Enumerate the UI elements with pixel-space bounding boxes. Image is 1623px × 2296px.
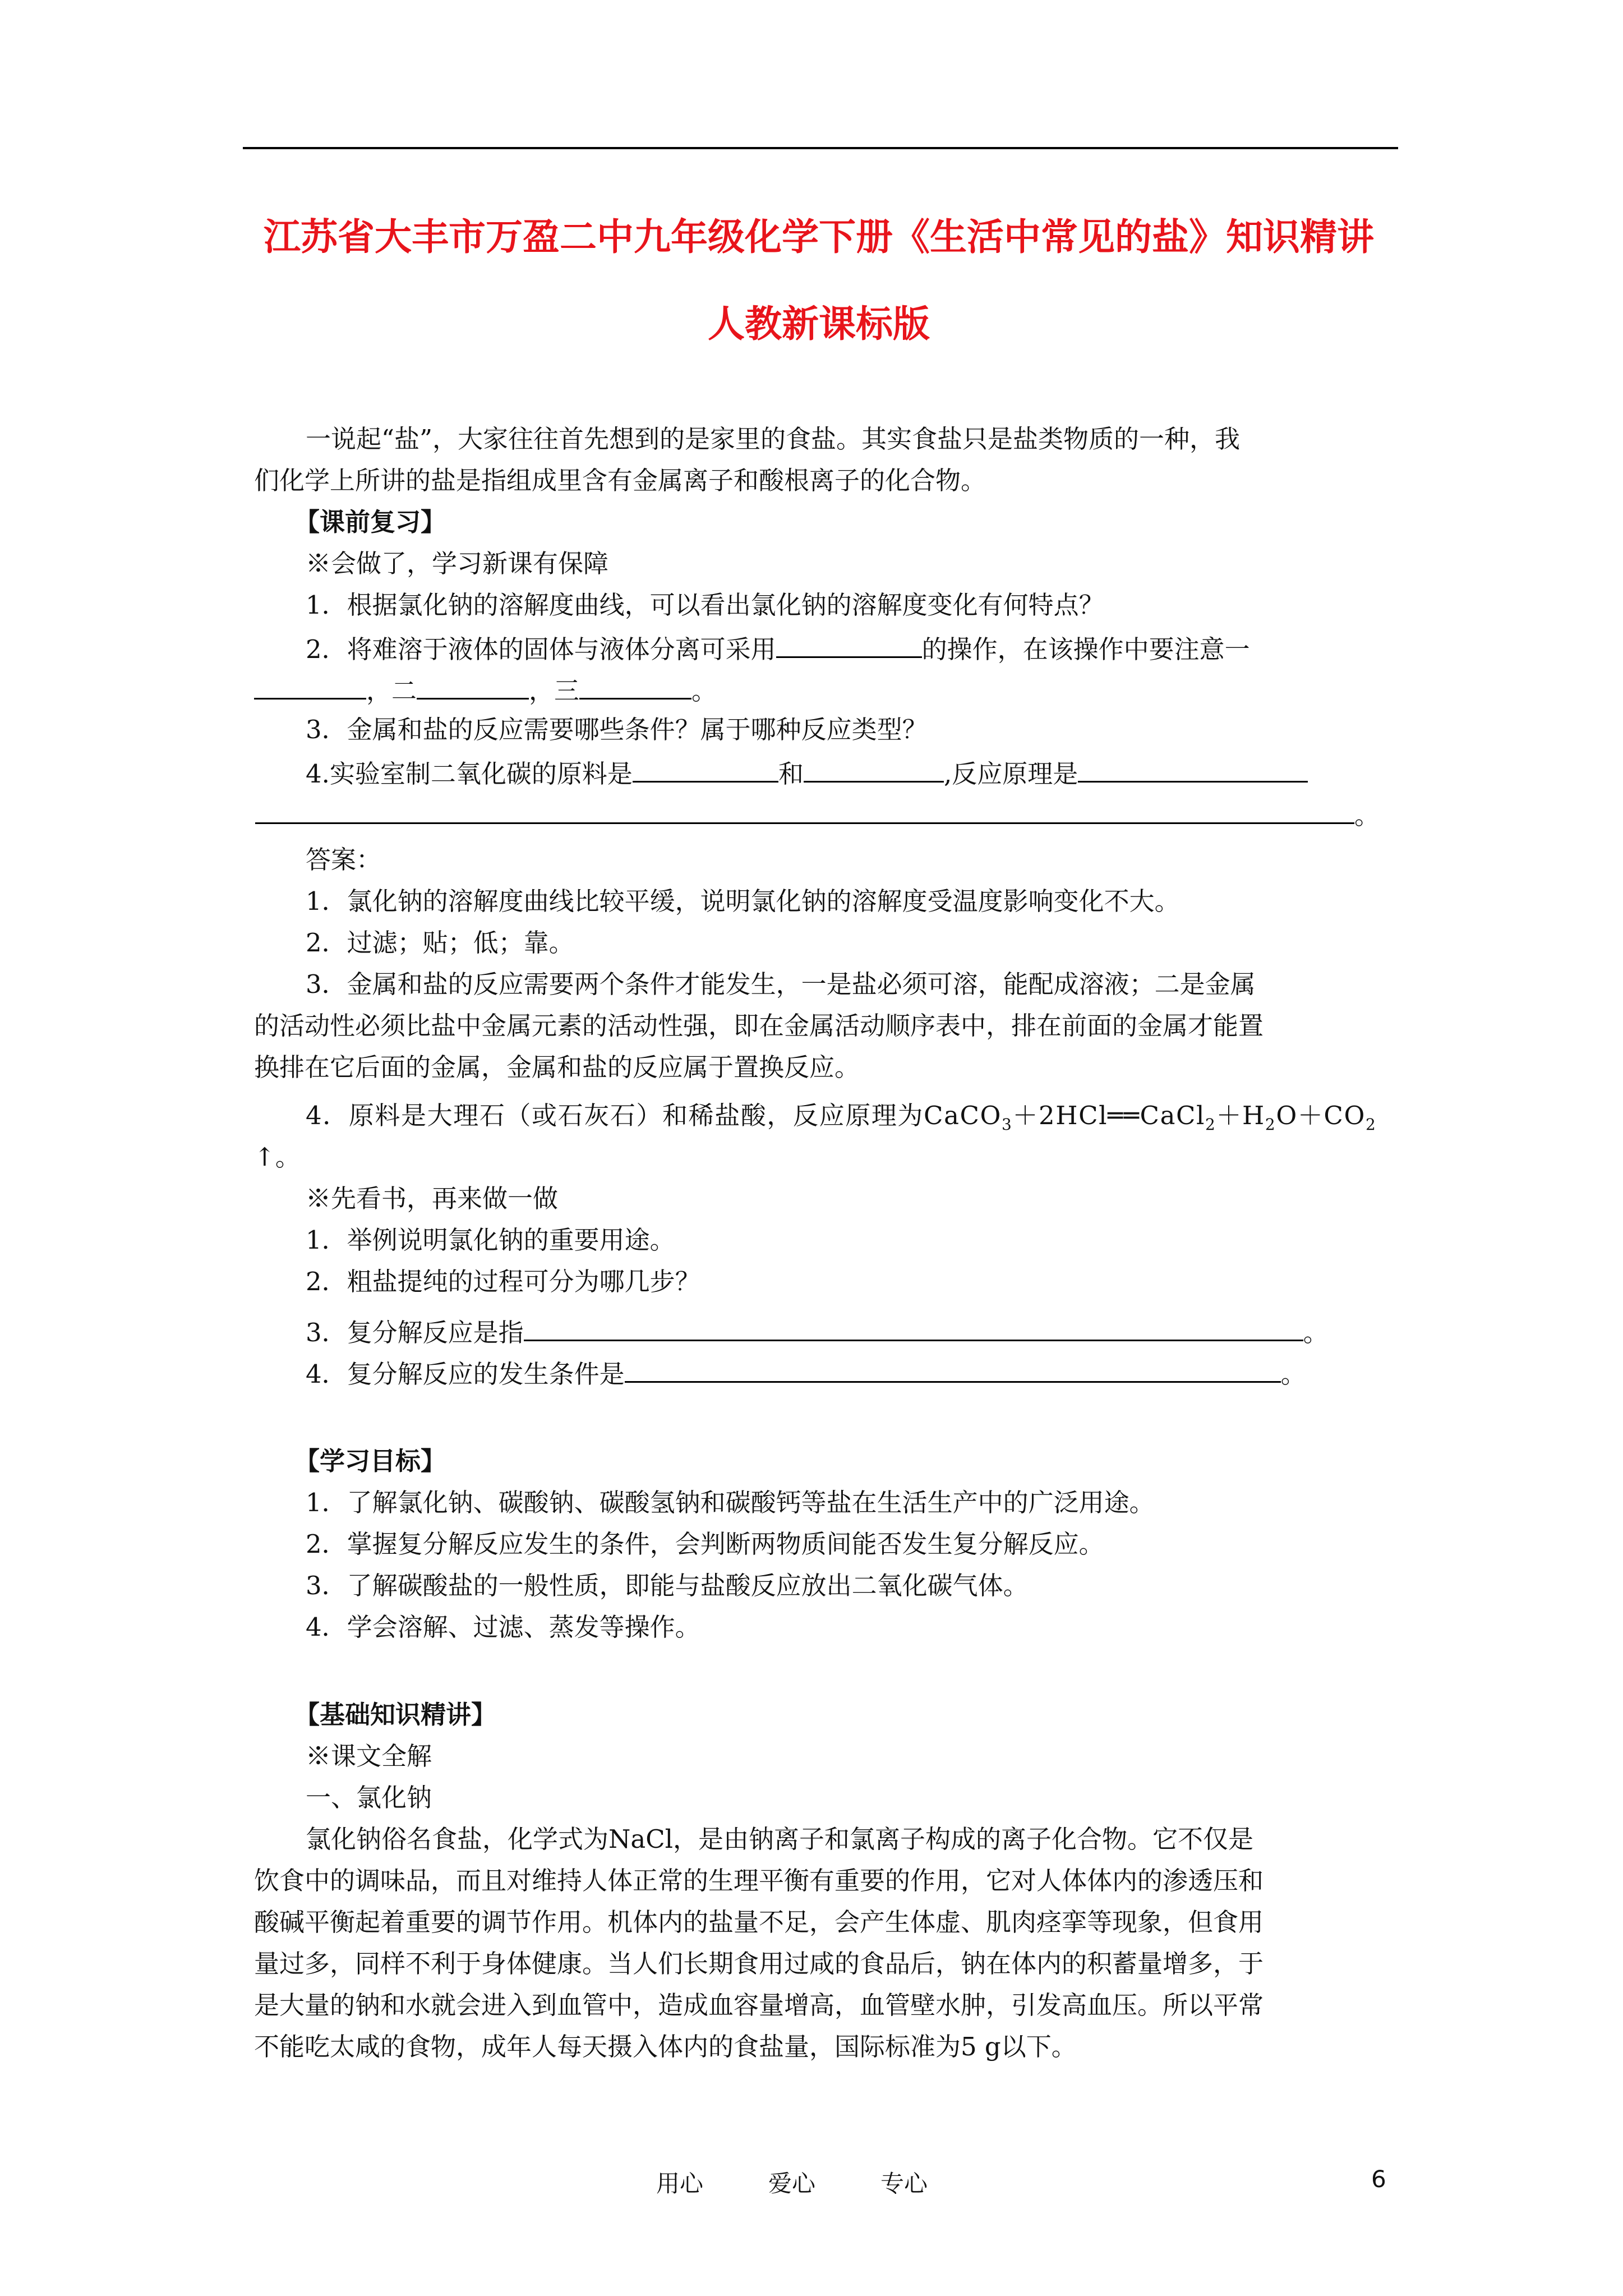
answer-3-line-1: 3．金属和盐的反应需要两个条件才能发生，一是盐必须可溶，能配成溶液；二是金属 <box>306 969 1256 999</box>
fill-blank <box>1078 758 1308 783</box>
body-paragraph-line: 饮食中的调味品，而且对维持人体正常的生理平衡有重要的作用，它对人体体内的渗透压和 <box>254 1866 1264 1895</box>
review-question-2: 2．将难溶于液体的固体与液体分离可采用 的操作，在该操作中要注意一 <box>306 634 1250 664</box>
fill-blank <box>254 675 366 700</box>
preread-subheading: ※先看书，再来做一做 <box>306 1184 559 1213</box>
footer-motto-1: 用心 <box>656 2170 704 2197</box>
answer-1: 1．氯化钠的溶解度曲线比较平缓，说明氯化钠的溶解度受温度影响变化不大。 <box>306 886 1180 916</box>
fill-blank <box>524 1317 1303 1341</box>
page-number: 6 <box>1371 2165 1386 2193</box>
answer-3-line-2: 的活动性必须比盐中金属元素的活动性强，即在金属活动顺序表中，排在前面的金属才能置 <box>254 1011 1264 1041</box>
goal-4: 4．学会溶解、过滤、蒸发等操作。 <box>306 1612 700 1642</box>
goal-2: 2．掌握复分解反应发生的条件，会判断两物质间能否发生复分解反应。 <box>306 1529 1104 1559</box>
fill-blank <box>579 675 691 700</box>
fill-blank <box>625 1359 1281 1383</box>
fill-blank <box>633 758 778 783</box>
answers-heading: 答案： <box>306 845 382 875</box>
intro-line-1: 一说起“盐”，大家往往首先想到的是家里的食盐。其实食盐只是盐类物质的一种，我 <box>306 424 1241 454</box>
goal-3: 3．了解碳酸盐的一般性质，即能与盐酸反应放出二氧化碳气体。 <box>306 1571 1029 1600</box>
body-paragraph-line: 不能吃太咸的食物，成年人每天摄入体内的食盐量，国际标准为5 g以下。 <box>254 2032 1077 2062</box>
document-subtitle: 人教新课标版 <box>708 302 930 346</box>
body-paragraph-line: 酸碱平衡起着重要的调节作用。机体内的盐量不足，会产生体虚、肌肉痉挛等现象，但食用 <box>254 1907 1264 1937</box>
header-rule <box>243 147 1398 149</box>
answer-4-line-2: ↑。 <box>254 1142 301 1172</box>
body-paragraph-line: 是大量的钠和水就会进入到血管中，造成血容量增高，血管壁水肿，引发高血压。所以平常 <box>254 1990 1264 2020</box>
footer-motto-2: 爱心 <box>768 2170 816 2197</box>
review-question-4: 4.实验室制二氧化碳的原料是 和 ,反应原理是 <box>0 758 1623 786</box>
answer-2: 2．过滤；贴；低；靠。 <box>306 928 574 958</box>
preread-question-3: 3．复分解反应是指 。 <box>306 1318 1329 1347</box>
review-question-1: 1．根据氯化钠的溶解度曲线，可以看出氯化钠的溶解度变化有何特点？ <box>306 590 1104 620</box>
answer-3-line-3: 换排在它后面的金属，金属和盐的反应属于置换反应。 <box>254 1052 860 1082</box>
body-paragraph-line: 氯化钠俗名食盐，化学式为NaCl，是由钠离子和氯离子构成的离子化合物。它不仅是 <box>306 1824 1254 1854</box>
review-question-4-cont: 。 <box>0 800 1623 828</box>
goals-heading: 【学习目标】 <box>294 1446 446 1476</box>
basics-heading: 【基础知识精讲】 <box>294 1700 497 1729</box>
document-title: 江苏省大丰市万盈二中九年级化学下册《生活中常见的盐》知识精讲 <box>264 215 1374 259</box>
body-paragraph-line: 量过多，同样不利于身体健康。当人们长期食用过咸的食品后，钠在体内的积蓄量增多，于 <box>254 1949 1264 1978</box>
preread-question-1: 1．举例说明氯化钠的重要用途。 <box>306 1225 675 1255</box>
intro-line-2: 们化学上所讲的盐是指组成里含有金属离子和酸根离子的化合物。 <box>254 466 986 495</box>
review-heading: 【课前复习】 <box>294 507 446 537</box>
fill-blank <box>417 675 529 700</box>
footer-motto-3: 专心 <box>880 2170 928 2197</box>
review-question-2-cont: ，二 ，三 。 <box>0 675 1623 703</box>
preread-question-2: 2．粗盐提纯的过程可分为哪几步？ <box>306 1267 700 1296</box>
fill-blank <box>776 634 922 658</box>
review-question-3: 3．金属和盐的反应需要哪些条件？属于哪种反应类型？ <box>306 715 928 744</box>
review-subheading: ※会做了，学习新课有保障 <box>306 549 609 578</box>
preread-question-4: 4．复分解反应的发生条件是 。 <box>306 1359 1306 1389</box>
section-title: 一、氯化钠 <box>306 1783 432 1812</box>
goal-1: 1．了解氯化钠、碳酸钠、碳酸氢钠和碳酸钙等盐在生活生产中的广泛用途。 <box>306 1488 1155 1517</box>
fill-blank <box>255 800 1354 824</box>
fill-blank <box>804 758 944 783</box>
answer-4-line-1: 4．原料是大理石（或石灰石）和稀盐酸，反应原理为$CaCO_3+2HCl══CaCl_2+H_2O+CO_2$ <box>306 1101 1377 1134</box>
basics-subheading: ※课文全解 <box>306 1741 432 1771</box>
